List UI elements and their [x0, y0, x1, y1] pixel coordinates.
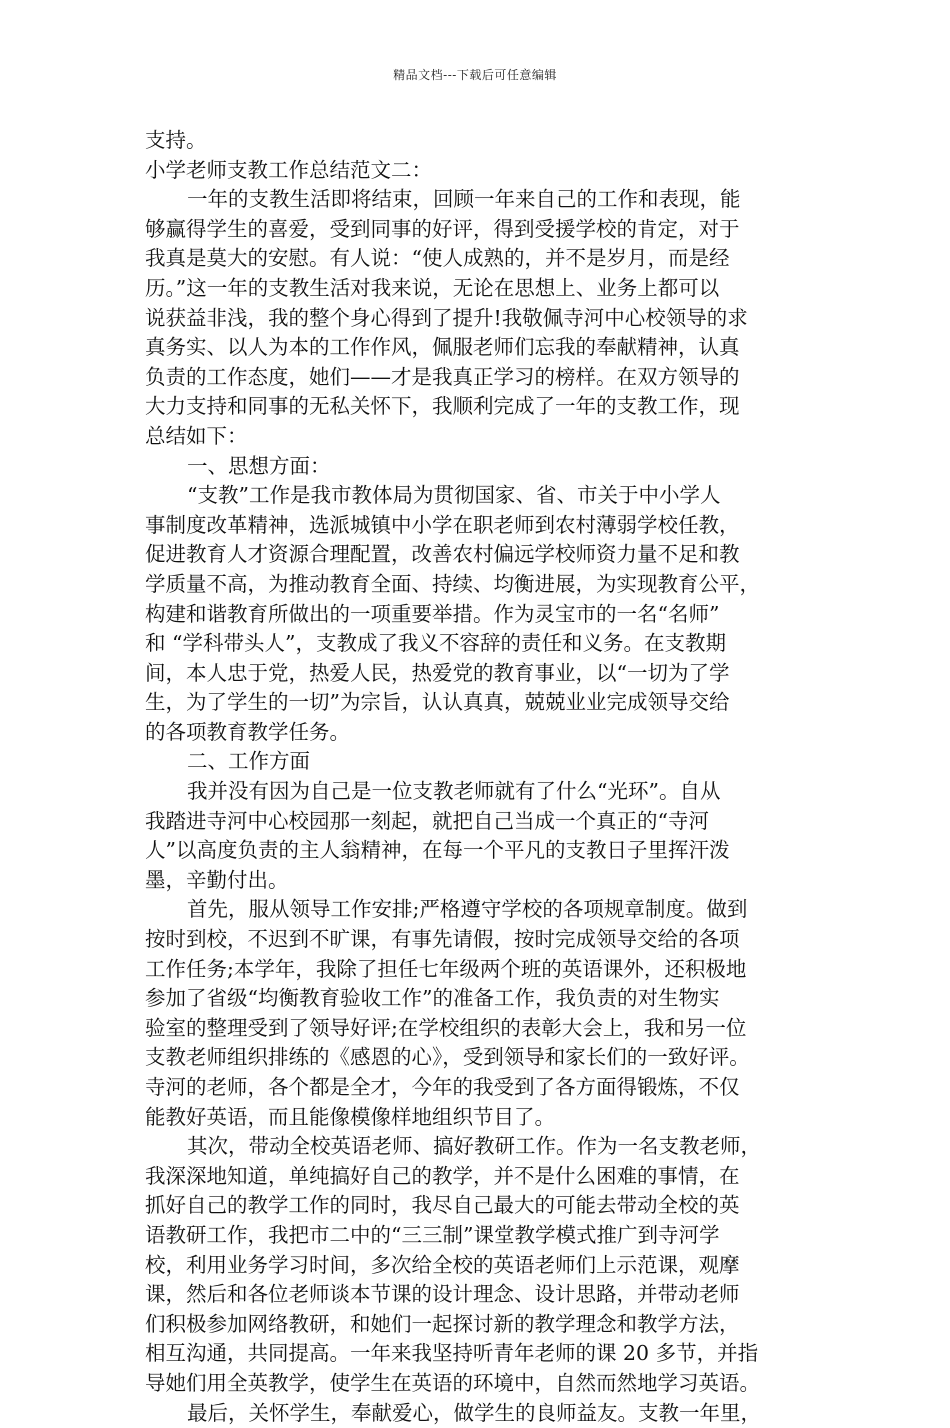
- text-line: 相互沟通，共同提高。一年来我坚持听青年老师的课 20 多节，并指: [145, 1341, 759, 1366]
- text-line: 导她们用全英教学，使学生在英语的环境中，自然而然地学习英语。: [145, 1370, 760, 1395]
- text-line: 负责的工作态度，她们——才是我真正学习的榜样。在双方领导的: [145, 364, 740, 389]
- text-line: 总结如下：: [145, 423, 248, 448]
- text-line: 验室的整理受到了领导好评;在学校组织的表彰大会上，我和另一位: [145, 1015, 747, 1040]
- text-line: 语教研工作，我把市二中的“三三制”课堂教学模式推广到寺河学: [145, 1222, 720, 1247]
- text-line: 墨，辛勤付出。: [145, 867, 289, 892]
- text-line: 人”以高度负责的主人翁精神，在每一个平凡的支教日子里挥汗泼: [145, 838, 730, 863]
- document-body: [145, 126, 825, 1428]
- text-line: 一年的支教生活即将结束，回顾一年来自己的工作和表现，能: [187, 187, 741, 212]
- text-line: 够赢得学生的喜爱，受到同事的好评，得到受援学校的肯定，对于: [145, 216, 740, 241]
- text-line: 事制度改革精神，选派城镇中小学在职老师到农村薄弱学校任教，: [145, 512, 740, 537]
- text-line: 间，本人忠于党，热爱人民，热爱党的教育事业，以“一切为了学: [145, 660, 730, 685]
- text-line: 我深深地知道，单纯搞好自己的教学，并不是什么困难的事情，在: [145, 1163, 740, 1188]
- text-line: 工作任务;本学年，我除了担任七年级两个班的英语课外，还积极地: [145, 956, 747, 981]
- text-line: 我踏进寺河中心校园那一刻起，就把自己当成一个真正的“寺河: [145, 808, 709, 833]
- text-line: 生，为了学生的一切”为宗旨，认认真真，兢兢业业完成领导交给: [145, 690, 730, 715]
- text-line: 参加了省级“均衡教育验收工作”的准备工作，我负责的对生物实: [145, 986, 720, 1011]
- text-line: 我并没有因为自己是一位支教老师就有了什么“光环”。自从: [187, 779, 721, 804]
- text-line: 大力支持和同事的无私关怀下，我顺利完成了一年的支教工作，现: [145, 394, 740, 419]
- text-line: 的各项教育教学任务。: [145, 719, 350, 744]
- text-line: 们积极参加网络教研，和她们一起探讨新的教学理念和教学方法，: [145, 1311, 740, 1336]
- text-line: 支持。: [145, 128, 207, 152]
- text-line: 学质量不高，为推动教育全面、持续、均衡进展，为实现教育公平，: [145, 571, 760, 596]
- text-line: 按时到校，不迟到不旷课，有事先请假，按时完成领导交给的各项: [145, 927, 740, 952]
- text-line: 课，然后和各位老师谈本节课的设计理念、设计思路，并带动老师: [145, 1282, 740, 1307]
- text-line: 真务实、以人为本的工作作风，佩服老师们忘我的奉献精神，认真: [145, 335, 740, 360]
- text-line: 二、工作方面: [187, 749, 310, 774]
- text-line: 一、思想方面：: [187, 453, 331, 478]
- text-line: 能教好英语，而且能像模像样地组织节目了。: [145, 1104, 555, 1129]
- text-line: 其次，带动全校英语老师、搞好教研工作。作为一名支教老师，: [187, 1134, 761, 1159]
- text-line: 我真是莫大的安慰。有人说：“使人成熟的，并不是岁月，而是经: [145, 246, 730, 271]
- text-line: 抓好自己的教学工作的同时，我尽自己最大的可能去带动全校的英: [145, 1193, 740, 1218]
- text-line: 说获益非浅，我的整个身心得到了提升!我敬佩寺河中心校领导的求: [145, 305, 748, 330]
- text-line: 构建和谐教育所做出的一项重要举措。作为灵宝市的一名“名师”: [145, 601, 720, 626]
- text-line: “支教”工作是我市教体局为贯彻国家、省、市关于中小学人: [187, 483, 721, 508]
- text-line: 首先，服从领导工作安排;严格遵守学校的各项规章制度。做到: [187, 897, 748, 922]
- text-line: 促进教育人才资源合理配置，改善农村偏远学校师资力量不足和教: [145, 542, 740, 567]
- text-line: 寺河的老师，各个都是全才，今年的我受到了各方面得锻炼，不仅: [145, 1075, 740, 1099]
- text-line: 支教老师组织排练的《感恩的心》，受到领导和家长们的一致好评。: [145, 1045, 750, 1070]
- text-line: 最后，关怀学生，奉献爱心，做学生的良师益友。支教一年里，: [187, 1400, 761, 1425]
- text-line: 和 “学科带头人”，支教成了我义不容辞的责任和义务。在支教期: [145, 631, 726, 656]
- text-line: 校，利用业务学习时间，多次给全校的英语老师们上示范课，观摩: [145, 1252, 740, 1277]
- page-header: 精品文档---下载后可任意编辑: [393, 68, 557, 82]
- text-line: 历。”这一年的支教生活对我来说，无论在思想上、业务上都可以: [145, 275, 720, 300]
- text-line: 小学老师支教工作总结范文二：: [145, 157, 432, 182]
